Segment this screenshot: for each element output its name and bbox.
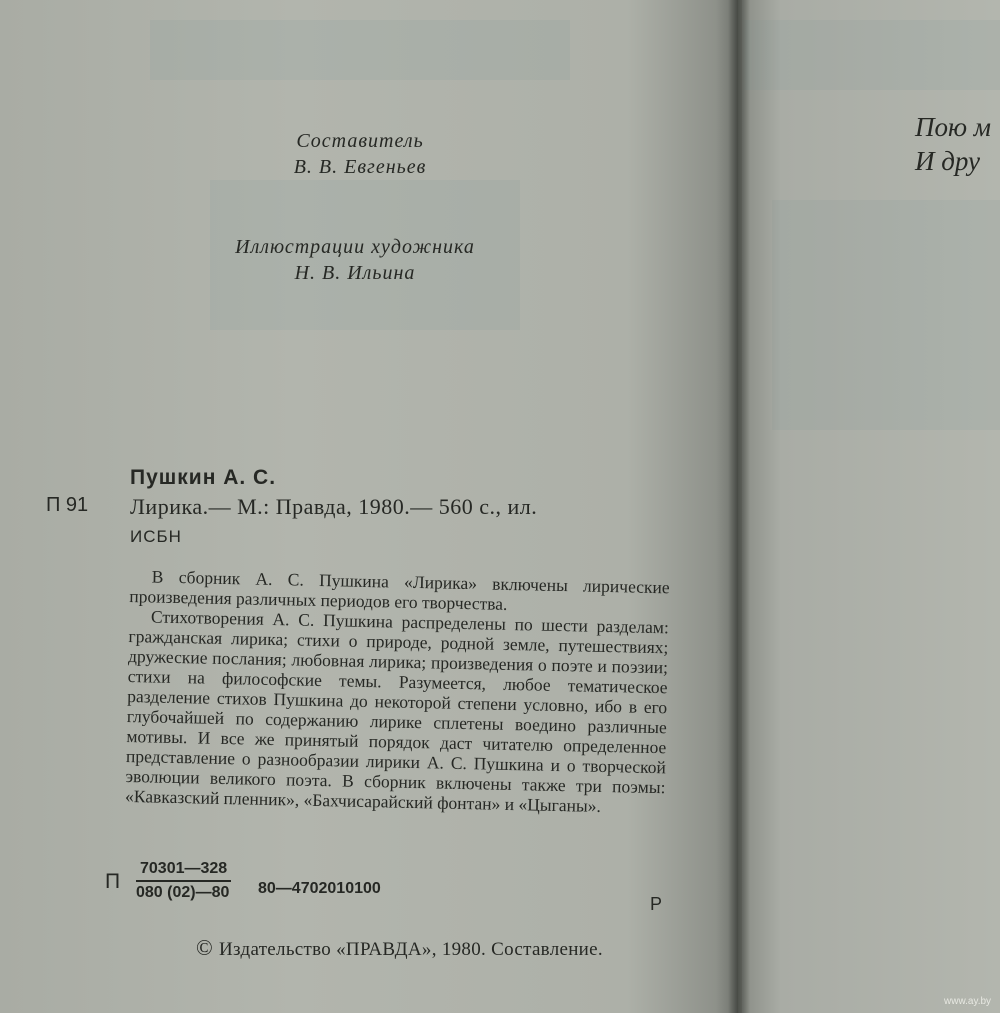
- index-fraction: [136, 860, 231, 902]
- epigraph: [915, 110, 991, 178]
- catalog-author: Пушкин А. С.: [130, 466, 277, 489]
- index-mark: Р: [650, 894, 663, 914]
- bleed-through-shape: [150, 20, 570, 80]
- abstract-paragraph: Стихотворения А. С. Пушкина распределены по шести разделам: гражданская лирика; стихи о природе, родной земле, путешествиях; дружеские послания; любовная лирика; произведения о поэте и поэзии; стихи на философские темы. Разумеется, любое тематическое разделение стихов Пушкина до некоторой степени условно, ибо в его глубочайшей по содержанию лирике сплетены воедино различные мотивы. И все же принятый порядок даст читателю определенное представление о разнообразии лирики А. С. Пушкина и о творческой эволюции великого поэта. В сборник включены также три поэмы: «Кавказский пленник», «Бахчисарайский фонтан» и «Цыганы».: [124, 606, 670, 816]
- illustrator-name: Н. В. Ильина: [294, 262, 416, 284]
- epigraph-line: И дру: [915, 146, 981, 176]
- abstract: [125, 566, 670, 817]
- abstract-paragraph: В сборник А. С. Пушкина «Лирика» включены лирические произведения различных периодов его творчества.: [129, 566, 670, 614]
- catalog-title-line: Лирика.— М.: Правда, 1980.— 560 с., ил.: [130, 494, 538, 519]
- bleed-through-shape: [772, 200, 1000, 430]
- index-letter: П: [105, 870, 121, 893]
- watermark: www.ay.by: [944, 996, 992, 1007]
- compiler-role: Составитель: [296, 130, 424, 152]
- bleed-through-shape: [742, 20, 1000, 90]
- copyright-symbol: ©: [196, 935, 214, 960]
- epigraph-line: Пою м: [915, 112, 992, 142]
- catalog-code: П 91: [46, 494, 89, 516]
- copyright-line: [196, 935, 603, 961]
- index-denominator: 080 (02)—80: [136, 884, 230, 901]
- book-gutter: [728, 0, 750, 1013]
- copyright-text: Издательство «ПРАВДА», 1980. Составление.: [219, 939, 603, 960]
- illustrator-role: Иллюстрации художника: [235, 236, 475, 258]
- compiler-credit: [240, 128, 480, 180]
- compiler-name: В. В. Евгеньев: [293, 156, 427, 178]
- illustrator-credit: [205, 234, 505, 286]
- index-numerator: 70301—328: [136, 860, 231, 882]
- catalog-isbn: ИСБН: [130, 527, 182, 546]
- index-series: 80—4702010100: [258, 880, 381, 897]
